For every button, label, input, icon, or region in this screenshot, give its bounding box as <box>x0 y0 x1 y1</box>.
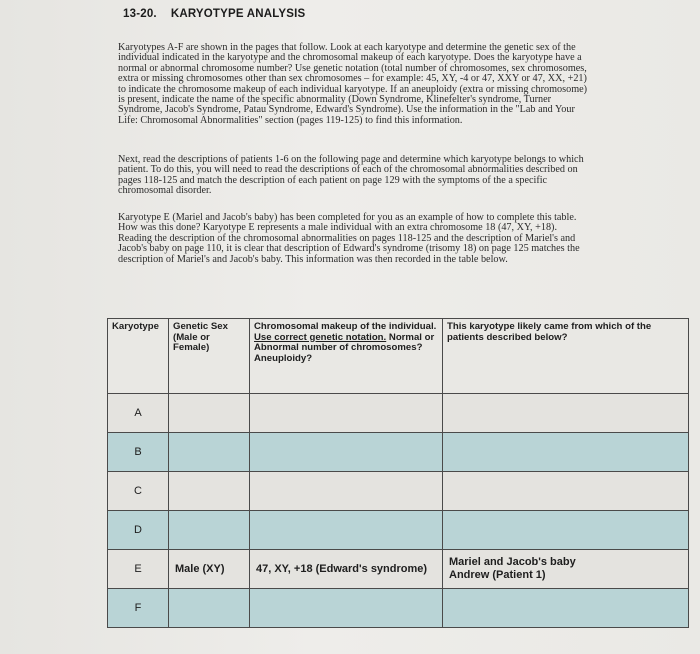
patient-cell[interactable] <box>443 433 689 472</box>
header-patient: This karyotype likely came from which of the patients described below? <box>443 319 689 394</box>
table-header-row <box>108 319 689 394</box>
header-genetic-sex: Genetic Sex (Male or Female) <box>169 319 250 394</box>
instructions-paragraph-3: Karyotype E (Mariel and Jacob's baby) has been completed for you as an example of how to complete this table. How was this done? Karyotype E represents a male individual with an extra chromosome 18 (47, XY, +18). Reading the description of the chromosomal abnormalities on pages 118-125 and the description of Mariel's and Jacob's baby on page 110, it is clear that description of Edward's syndrome (trisomy 18) on page 125 matches the description of Mariel's and Jacob's baby. This information was then recorded in the table below. <box>118 212 580 265</box>
patient-cell[interactable] <box>443 511 689 550</box>
instructions-paragraph-1: Karyotypes A-F are shown in the pages that follow. Look at each karyotype and determine the genetic sex of the individual indicated in the karyotype and the chromosomal makeup of each karyotype. Does the karyotype have a normal or abnormal chromosome number? Use genetic notation (total number of chromosomes, sex chromosomes, extra or missing chromosomes other than sex chromosomes – for example: 45, XY, -4 or 47, XXY or 47, XX, +21) to indicate the chromosome makeup of each individual karyotype. If an aneuploidy (extra or missing chromosome) is present, indicate the name of the specific abnormality (Down Syndrome, Klinefelter's syndrome, Turner Syndrome, Jacob's Syndrome, Patau Syndrome, Edward's Syndrome). Use the information in the "Lab and Your Life: Chromosomal Abnormalities" section (pages 119-125) to find this information. <box>118 42 588 126</box>
patient-cell[interactable]: Mariel and Jacob's baby Andrew (Patient 1) <box>443 550 689 589</box>
table-row <box>108 589 689 628</box>
chromosomal-makeup-cell[interactable] <box>250 589 443 628</box>
row-letter: B <box>108 433 169 472</box>
genetic-sex-cell[interactable] <box>169 589 250 628</box>
chromosomal-makeup-cell[interactable] <box>250 511 443 550</box>
chromosomal-makeup-cell[interactable]: 47, XY, +18 (Edward's syndrome) <box>250 550 443 589</box>
header-karyotype: Karyotype <box>108 319 169 394</box>
patient-cell[interactable] <box>443 394 689 433</box>
row-letter: C <box>108 472 169 511</box>
table-row <box>108 433 689 472</box>
chromosomal-makeup-cell[interactable] <box>250 472 443 511</box>
chromosomal-makeup-cell[interactable] <box>250 394 443 433</box>
chromosomal-makeup-cell[interactable] <box>250 433 443 472</box>
patient-cell[interactable] <box>443 472 689 511</box>
genetic-sex-cell[interactable] <box>169 472 250 511</box>
karyotype-table <box>107 318 689 628</box>
row-letter: E <box>108 550 169 589</box>
section-title: KARYOTYPE ANALYSIS <box>170 8 306 20</box>
table-row <box>108 511 689 550</box>
table-row <box>108 550 689 589</box>
genetic-sex-cell[interactable] <box>169 394 250 433</box>
genetic-sex-cell[interactable] <box>169 511 250 550</box>
section-number: 13-20. <box>123 8 157 20</box>
row-letter: D <box>108 511 169 550</box>
row-letter: A <box>108 394 169 433</box>
patient-cell[interactable] <box>443 589 689 628</box>
genetic-sex-cell[interactable] <box>169 433 250 472</box>
page-header <box>123 8 305 20</box>
row-letter: F <box>108 589 169 628</box>
header-chromosomal-makeup: Chromosomal makeup of the individual. Use correct genetic notation. Normal or Abnormal number of chromosomes? Aneuploidy? <box>250 319 443 394</box>
instructions-paragraph-2: Next, read the descriptions of patients 1-6 on the following page and determine which karyotype belongs to which patient. To do this, you will need to read the descriptions of each of the chromosomal abnormalities described on pages 118-125 and match the description of each patient on page 129 with the symptoms of the a specific chromosomal disorder. <box>118 154 584 197</box>
table-row <box>108 472 689 511</box>
table-row <box>108 394 689 433</box>
genetic-sex-cell[interactable]: Male (XY) <box>169 550 250 589</box>
